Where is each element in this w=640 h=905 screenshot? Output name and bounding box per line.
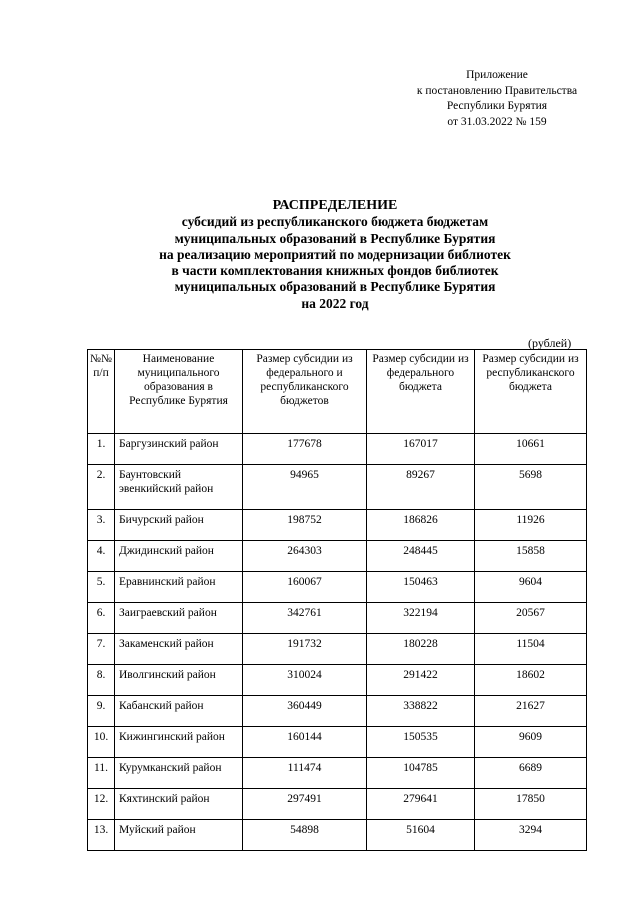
appendix-line: Республики Бурятия — [446, 100, 548, 112]
appendix-line: Приложение — [466, 69, 528, 81]
row-total: 54898 — [243, 820, 367, 851]
row-republic: 10661 — [475, 434, 587, 465]
row-federal: 104785 — [367, 758, 475, 789]
table-header-row — [88, 350, 587, 434]
row-num: 11. — [88, 758, 115, 789]
table-row — [88, 541, 587, 572]
header-republic: Размер субсидии из республиканского бюджета — [475, 350, 587, 434]
row-total: 198752 — [243, 510, 367, 541]
row-num: 1. — [88, 434, 115, 465]
title-line: муниципальных образований в Республике Бурятия — [174, 279, 496, 295]
table-row — [88, 465, 587, 510]
row-name: Курумканский район — [115, 758, 243, 789]
subsidy-table — [87, 349, 587, 851]
row-total: 177678 — [243, 434, 367, 465]
row-name: Закаменский район — [115, 634, 243, 665]
row-num: 10. — [88, 727, 115, 758]
row-federal: 279641 — [367, 789, 475, 820]
row-republic: 9609 — [475, 727, 587, 758]
row-total: 94965 — [243, 465, 367, 510]
row-name: Кяхтинский район — [115, 789, 243, 820]
row-num: 9. — [88, 696, 115, 727]
row-republic: 21627 — [475, 696, 587, 727]
table-row — [88, 603, 587, 634]
document-title — [80, 198, 590, 312]
row-name: Муйский район — [115, 820, 243, 851]
title-heading: РАСПРЕДЕЛЕНИЕ — [272, 198, 398, 213]
row-federal: 51604 — [367, 820, 475, 851]
table-row — [88, 727, 587, 758]
title-line: на 2022 год — [301, 295, 369, 311]
row-total: 342761 — [243, 603, 367, 634]
row-total: 160067 — [243, 572, 367, 603]
title-line: в части комплектования книжных фондов библиотек — [171, 263, 499, 279]
header-total: Размер субсидии из федерального и республиканского бюджетов — [243, 350, 367, 434]
row-federal: 167017 — [367, 434, 475, 465]
title-line: субсидий из республиканского бюджета бюджетам — [181, 214, 489, 230]
row-republic: 11504 — [475, 634, 587, 665]
unit-label: (рублей) — [528, 336, 572, 350]
row-federal: 150463 — [367, 572, 475, 603]
row-num: 12. — [88, 789, 115, 820]
title-line: на реализацию мероприятий по модернизации библиотек — [159, 246, 511, 262]
row-federal: 322194 — [367, 603, 475, 634]
row-republic: 6689 — [475, 758, 587, 789]
table-row — [88, 510, 587, 541]
row-name: Иволгинский район — [115, 665, 243, 696]
appendix-line: от 31.03.2022 № 159 — [447, 115, 547, 128]
row-republic: 18602 — [475, 665, 587, 696]
row-total: 191732 — [243, 634, 367, 665]
row-total: 310024 — [243, 665, 367, 696]
row-name: Заиграевский район — [115, 603, 243, 634]
appendix-line: к постановлению Правительства — [416, 84, 578, 97]
row-federal: 186826 — [367, 510, 475, 541]
header-federal: Размер субсидии из федерального бюджета — [367, 350, 475, 434]
row-total: 360449 — [243, 696, 367, 727]
table-row — [88, 434, 587, 465]
row-federal: 338822 — [367, 696, 475, 727]
row-name: Баунтовский эвенкийский район — [115, 465, 243, 510]
row-republic: 20567 — [475, 603, 587, 634]
row-num: 7. — [88, 634, 115, 665]
row-name: Баргузинский район — [115, 434, 243, 465]
row-num: 6. — [88, 603, 115, 634]
row-republic: 17850 — [475, 789, 587, 820]
header-num: №№ п/п — [88, 350, 115, 434]
row-num: 4. — [88, 541, 115, 572]
table-row — [88, 820, 587, 851]
row-republic: 5698 — [475, 465, 587, 510]
row-federal: 89267 — [367, 465, 475, 510]
row-federal: 150535 — [367, 727, 475, 758]
table-row — [88, 789, 587, 820]
row-total: 297491 — [243, 789, 367, 820]
row-republic: 15858 — [475, 541, 587, 572]
title-line: муниципальных образований в Республике Бурятия — [174, 230, 496, 246]
table-row — [88, 634, 587, 665]
row-name: Кабанский район — [115, 696, 243, 727]
row-name: Кижингинский район — [115, 727, 243, 758]
row-federal: 248445 — [367, 541, 475, 572]
row-name: Бичурский район — [115, 510, 243, 541]
row-num: 2. — [88, 465, 115, 510]
table-row — [88, 758, 587, 789]
row-republic: 9604 — [475, 572, 587, 603]
row-republic: 11926 — [475, 510, 587, 541]
row-num: 8. — [88, 665, 115, 696]
header-name: Наименование муниципального образования в Республике Бурятия — [115, 350, 243, 434]
row-name: Еравнинский район — [115, 572, 243, 603]
row-total: 160144 — [243, 727, 367, 758]
row-num: 3. — [88, 510, 115, 541]
row-republic: 3294 — [475, 820, 587, 851]
row-federal: 180228 — [367, 634, 475, 665]
appendix-block — [372, 68, 622, 130]
table-row — [88, 572, 587, 603]
row-total: 264303 — [243, 541, 367, 572]
row-total: 111474 — [243, 758, 367, 789]
row-federal: 291422 — [367, 665, 475, 696]
row-num: 5. — [88, 572, 115, 603]
table-row — [88, 696, 587, 727]
row-name: Джидинский район — [115, 541, 243, 572]
table-row — [88, 665, 587, 696]
row-num: 13. — [88, 820, 115, 851]
